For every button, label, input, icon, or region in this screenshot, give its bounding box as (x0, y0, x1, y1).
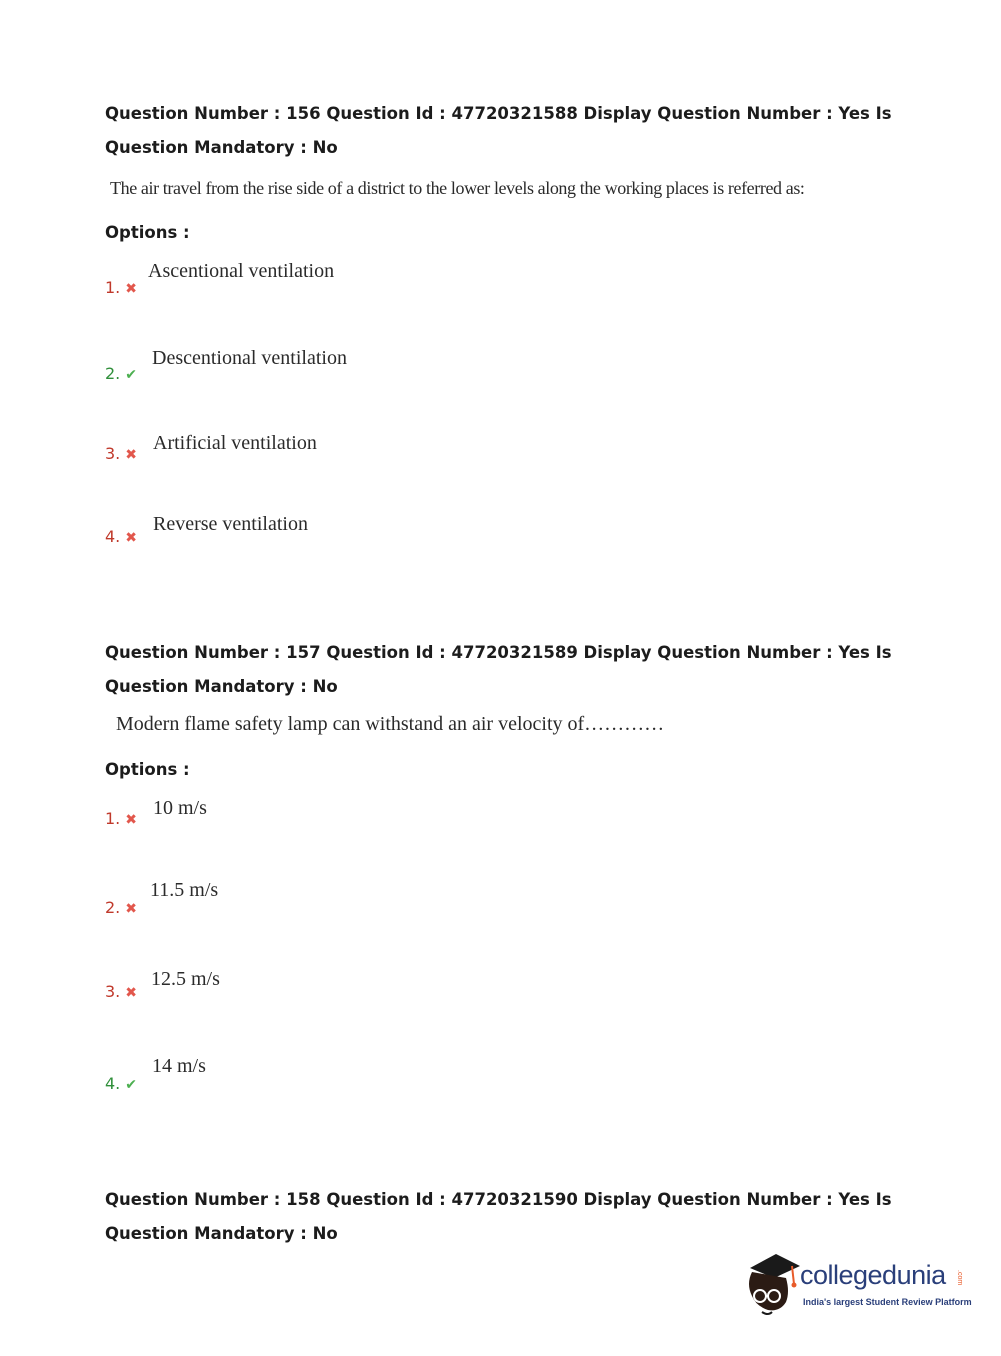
option-number: 3. ✖ (105, 444, 137, 463)
logo-tagline: India's largest Student Review Platform (803, 1297, 972, 1307)
option-number: 4. ✔ (105, 1074, 137, 1093)
option-number: 1. ✖ (105, 278, 137, 297)
option-text: Artificial ventilation (153, 432, 317, 454)
option-text: 11.5 m/s (150, 879, 219, 901)
cross-icon: ✖ (125, 985, 137, 1001)
options-label: Options : (105, 223, 190, 242)
options-label: Options : (105, 760, 190, 779)
logo-suffix: .com (956, 1270, 963, 1286)
option-number: 2. ✖ (105, 898, 137, 917)
option-number: 2. ✔ (105, 364, 137, 383)
logo-wordmark: collegedunia (800, 1260, 946, 1290)
question-header-158: Question Number : 158 Question Id : 47720321590 Display Question Number : Yes Is Question Mandatory : No (105, 1190, 892, 1243)
question-text-157: Modern flame safety lamp can withstand an air velocity of………… (116, 713, 665, 735)
check-icon: ✔ (125, 367, 137, 383)
question-header-156: Question Number : 156 Question Id : 47720321588 Display Question Number : Yes Is Question Mandatory : No (105, 104, 892, 157)
cross-icon: ✖ (125, 447, 137, 463)
option-number: 1. ✖ (105, 809, 137, 828)
cross-icon: ✖ (125, 812, 137, 828)
cross-icon: ✖ (125, 281, 137, 297)
option-number: 3. ✖ (105, 982, 137, 1001)
collegedunia-logo (742, 1250, 972, 1320)
cross-icon: ✖ (125, 901, 137, 917)
option-text: Reverse ventilation (153, 513, 308, 535)
option-text: 10 m/s (153, 797, 207, 819)
question-text-156: The air travel from the rise side of a district to the lower levels along the working places is referred as: (110, 178, 805, 198)
question-header-157: Question Number : 157 Question Id : 47720321589 Display Question Number : Yes Is Question Mandatory : No (105, 643, 892, 696)
option-text: Descentional ventilation (152, 347, 347, 369)
mascot-icon (742, 1250, 802, 1320)
check-icon: ✔ (125, 1077, 137, 1093)
option-text: Ascentional ventilation (148, 260, 335, 282)
option-text: 12.5 m/s (151, 968, 220, 990)
option-number: 4. ✖ (105, 527, 137, 546)
cross-icon: ✖ (125, 530, 137, 546)
option-text: 14 m/s (152, 1055, 206, 1077)
